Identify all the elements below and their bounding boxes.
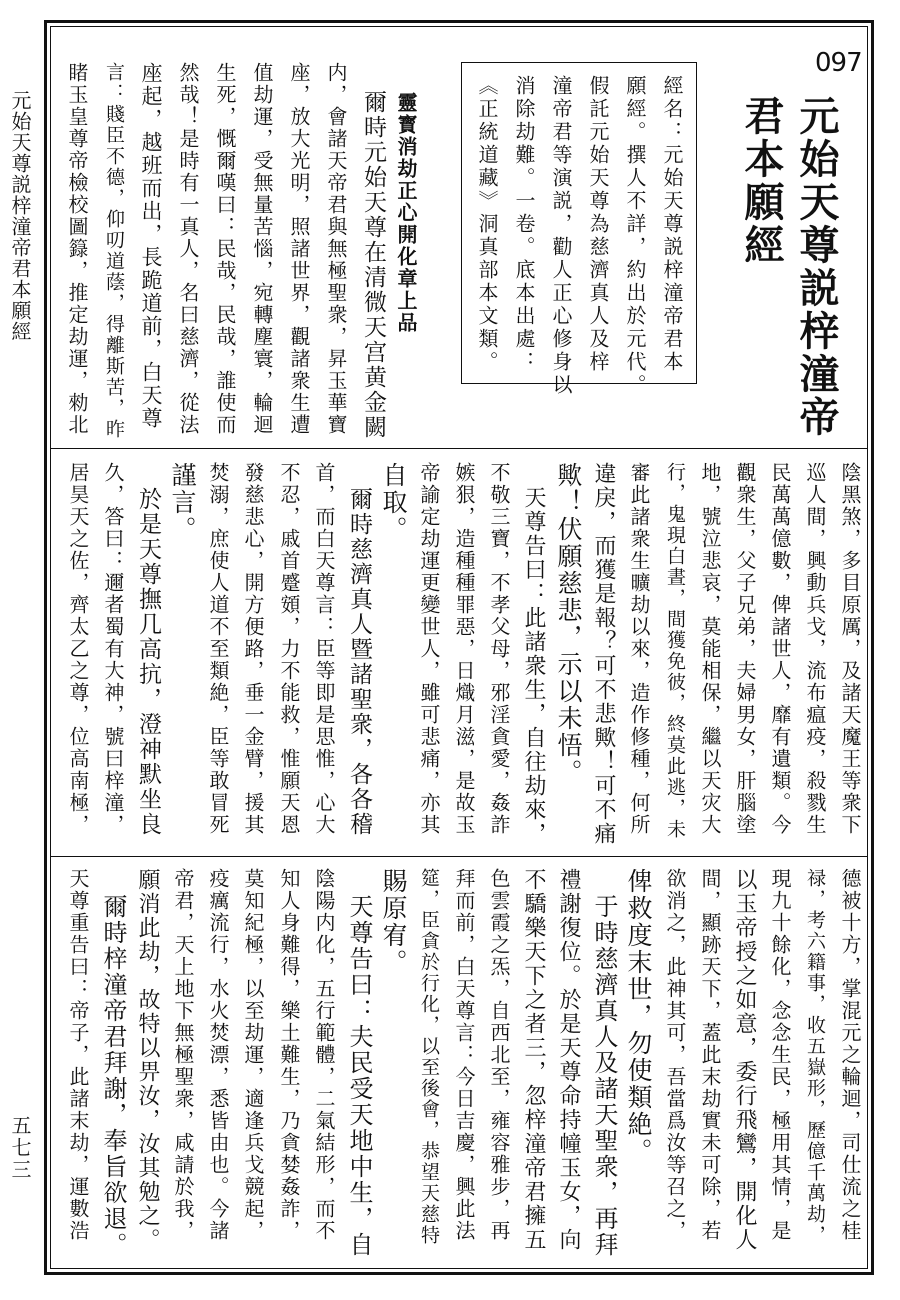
text-column: 賜原宥。: [379, 868, 408, 976]
text-column: 言：賤臣不德，仰叨道蔭，得離斯苦，昨: [103, 62, 125, 440]
text-column: 審此諸衆生曠劫以來，造作修種，何所: [627, 462, 651, 836]
text-column: 自取。: [379, 462, 408, 543]
text-column: 筵，臣貪於行化，以至後會，恭望天慈特: [418, 868, 440, 1246]
text-column: 爾時元始天尊在清微天宫黄金闕: [360, 90, 386, 440]
text-column: 爾時慈濟真人暨諸聖衆，各各稽: [346, 462, 372, 837]
text-column: 巡人間，興動兵戈，流布瘟疫，殺戮生: [803, 462, 827, 836]
note-line: 《正統道藏》洞真部本文類。: [475, 75, 499, 374]
text-column: 拜而前，白天尊言：今日吉慶，興此法: [452, 868, 476, 1242]
text-column: 焚溺，庶使人道不至類絶，臣等敢冒死: [206, 462, 230, 836]
text-column: 謹言。: [168, 462, 197, 543]
side-running-title: 元始天尊説梓潼帝君本願經: [8, 90, 32, 342]
scripture-title-line-1: 元始天尊説梓潼帝: [793, 95, 840, 439]
text-column: 不驕樂天下之者三，忽梓潼帝君擁五: [521, 868, 546, 1252]
note-line: 消除劫難。一卷。底本出處：: [512, 75, 536, 374]
text-column: 於是天尊撫几高抗，澄神默坐良: [135, 462, 161, 837]
note-line: 潼帝君等演説，勸人正心修身以: [549, 75, 573, 397]
text-column: 發慈悲心，開方便路，垂一金臂，援其: [241, 462, 265, 836]
text-column: 居昊天之佐，齊太乙之尊，位高南極，: [66, 462, 90, 836]
note-line: 願經。撰人不詳，約出於元代。: [623, 75, 647, 397]
text-column: 禮謝復位。於是天尊命持幢玉女，向: [556, 868, 581, 1252]
text-column: 于時慈濟真人及諸天聖衆，再拜: [590, 868, 618, 1258]
text-column: 色雲霞之炁，自西北至，雍容雅步，再: [487, 868, 511, 1242]
text-column: 歟！伏願慈悲，示以未悟。: [554, 462, 583, 786]
text-column: 民萬萬億數，俾諸世人，靡有遺類。今: [768, 462, 792, 836]
text-column: 欲消之，此神其可，吾當爲汝等召之，: [663, 868, 687, 1242]
text-column: 莫知紀極，以至劫運，適逢兵戈競起，: [241, 868, 265, 1242]
text-column: 内，會諸天帝君與無極聖衆，昇玉華寶: [324, 62, 348, 436]
text-column: 睹玉皇尊帝檢校圖籙，推定劫運，勑北: [65, 62, 89, 436]
text-column: 帝君，天上地下無極聖衆，咸請於我，: [171, 868, 195, 1242]
text-column: 不忍，戚首蹙頞，力不能救，惟願天恩: [277, 462, 301, 836]
text-column: 俾救度末世，勿使類絶。: [624, 868, 653, 1165]
text-column: 行，鬼現白晝，間獲免彼，終莫此逃，未: [664, 462, 686, 840]
text-column: 天尊告曰：此諸衆生，自往劫來，: [521, 462, 546, 846]
work-number: 097: [815, 48, 862, 78]
text-column: 嫉狠，造種種罪惡，日熾月滋，是故玉: [452, 462, 476, 836]
text-column: 然哉！是時有一真人，名曰慈濟，從法: [176, 62, 200, 436]
section-divider-2: [50, 856, 868, 857]
text-column: 疫癘流行，水火焚漂，悉皆由也。今諸: [206, 868, 230, 1242]
text-column: 生死，慨爾嘆曰：民哉，民哉，誰使而: [213, 62, 237, 436]
page-number: 五七三: [8, 1115, 32, 1181]
scripture-title-line-2: 君本願經: [738, 95, 785, 267]
text-column: 爾時梓潼帝君拜謝，奉旨欲退。: [99, 868, 127, 1258]
text-column: 知人身難得，樂土難生，乃貪婪姦詐，: [277, 868, 301, 1242]
text-column: 陰黑煞，多目原厲，及諸天魔王等衆下: [838, 462, 862, 836]
text-column: 天尊告曰：夫民受天地中生，自: [345, 868, 373, 1258]
text-column: 違戾，而獲是報？可不悲歟！可不痛: [591, 462, 616, 846]
text-column: 以玉帝授之如意，委行飛鸞，開化人: [732, 868, 757, 1252]
note-line: 假託元始天尊為慈濟真人及梓: [586, 75, 610, 374]
text-column: 值劫運，受無量苦惱，宛轉塵寰，輪迴: [250, 62, 274, 436]
text-column: 陰陽内化，五行範體，二氣結形，而不: [312, 868, 336, 1242]
text-column: 禄，考六籍事，收五嶽形，歷億千萬劫，: [804, 868, 826, 1246]
text-column: 首，而白天尊言：臣等即是思惟，心大: [312, 462, 336, 836]
text-column: 地，號泣悲哀，莫能相保，繼以天灾大: [698, 462, 722, 836]
text-column: 間，顯跡天下，蓋此末劫實未可除，若: [698, 868, 722, 1242]
section-divider-1: [50, 448, 868, 449]
text-column: 久，答曰：邇者蜀有大神，號曰梓潼，: [101, 462, 125, 836]
text-column: 座，放大光明，照諸世界，觀諸衆生遭: [287, 62, 311, 436]
text-column: 願消此劫，故特以畀汝，汝其勉之。: [135, 868, 160, 1252]
text-column: 座起，越班而出，長跪道前，白天尊: [139, 62, 163, 430]
text-column: 觀衆生，父子兄弟，夫婦男女，肝腦塗: [733, 462, 757, 836]
text-column: 天尊重告曰：帝子，此諸末劫，運數浩: [66, 868, 90, 1242]
text-column: 現九十餘化，念念生民，極用其情，是: [768, 868, 792, 1242]
text-column: 不敬三寶，不孝父母，邪淫貪愛，姦詐: [487, 462, 511, 836]
chapter-heading: 靈寳消劫正心開化章上品: [394, 92, 418, 334]
text-column: 帝諭定劫運更變世人，雖可悲痛，亦其: [417, 462, 441, 836]
text-column: 德被十方，掌混元之輪迴，司仕流之桂: [838, 868, 862, 1242]
scripture-note-box: [461, 62, 697, 397]
note-line: 經名：元始天尊説梓潼帝君本: [660, 75, 684, 374]
